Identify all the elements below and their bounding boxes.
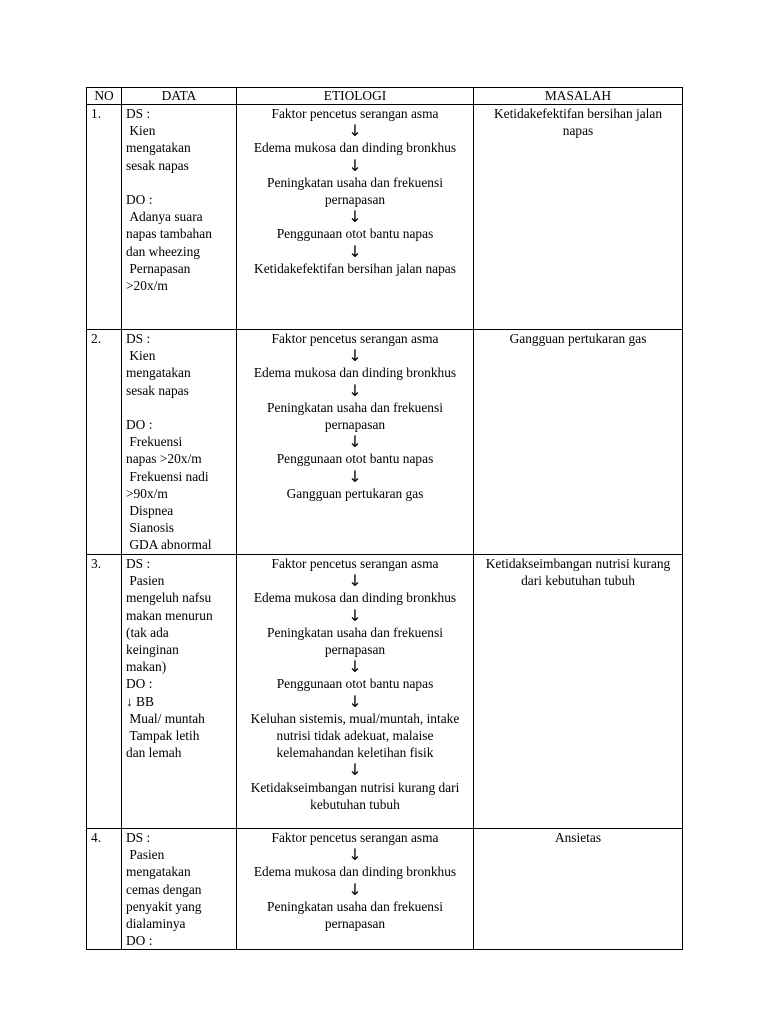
down-arrow-icon: ↓ (348, 380, 362, 400)
data-line: Tampak letih (126, 728, 200, 744)
row-number: 4. (87, 829, 122, 950)
data-line: Dispnea (126, 503, 174, 519)
data-line: mengeluh nafsu (126, 590, 212, 606)
data-line: napas >20x/m (126, 451, 202, 467)
header-no: NO (87, 88, 122, 105)
data-line: DS : (126, 830, 151, 845)
data-line: Adanya suara (126, 209, 203, 225)
down-arrow-icon: ↓ (348, 466, 362, 486)
etiologi-step: Penggunaan otot bantu napas (276, 226, 434, 242)
etiologi-step: Faktor pencetus serangan asma (271, 556, 439, 571)
data-line (126, 174, 232, 191)
down-arrow-icon: ↓ (348, 879, 362, 899)
header-data: DATA (122, 88, 237, 105)
etiologi-step: Faktor pencetus serangan asma (271, 106, 439, 121)
data-line: Frekuensi nadi (126, 468, 209, 484)
data-line: Kien (126, 348, 156, 364)
data-line: DO : (126, 676, 153, 692)
data-line: mengatakan (126, 365, 191, 381)
down-arrow-icon: ↓ (348, 605, 362, 625)
data-line: Kien (126, 123, 156, 139)
etiologi-cell (237, 555, 474, 829)
etiologi-cell (237, 105, 474, 330)
data-line: makan menurun (126, 607, 213, 623)
data-line: ↓ BB (126, 693, 154, 709)
data-line: >90x/m (126, 485, 168, 501)
etiologi-step: Edema mukosa dan dinding bronkhus (253, 140, 457, 156)
data-line: cemas dengan (126, 881, 202, 897)
etiologi-step: Edema mukosa dan dinding bronkhus (253, 590, 457, 606)
table-row (87, 330, 683, 555)
down-arrow-icon: ↓ (348, 241, 362, 261)
data-line: dan wheezing (126, 243, 200, 259)
down-arrow-icon: ↓ (348, 571, 362, 591)
down-arrow-icon: ↓ (348, 845, 362, 865)
header-masalah: MASALAH (474, 88, 683, 105)
data-line: DS : (126, 331, 151, 346)
data-line: Sianosis (126, 520, 175, 536)
down-arrow-icon: ↓ (348, 121, 362, 141)
data-line: DS : (126, 106, 151, 121)
row-number: 3. (87, 555, 122, 829)
data-line: keinginan (126, 642, 179, 658)
masalah-cell: Ansietas (474, 829, 683, 950)
etiologi-step: Peningkatan usaha dan frekuensi pernapasan (267, 399, 443, 433)
etiologi-step: Peningkatan usaha dan frekuensi pernapasan (267, 624, 443, 658)
down-arrow-icon: ↓ (348, 432, 362, 452)
data-line: Pasien (126, 847, 165, 863)
table-row (87, 555, 683, 829)
data-line: mengatakan (126, 864, 191, 880)
data-line: sesak napas (126, 382, 189, 398)
etiologi-step: Ketidakefektifan bersihan jalan napas (254, 260, 456, 276)
table-row (87, 105, 683, 330)
data-line: Pernapasan (126, 260, 191, 276)
data-line: DO : (126, 933, 153, 949)
data-line: DS : (126, 556, 151, 571)
header-etiologi: ETIOLOGI (237, 88, 474, 105)
table-row (87, 829, 683, 950)
table-header-row (87, 88, 683, 105)
etiologi-step: Peningkatan usaha dan frekuensi pernapasan (267, 174, 443, 208)
down-arrow-icon: ↓ (348, 657, 362, 677)
data-line: DO : (126, 192, 153, 207)
data-line: GDA abnormal (126, 537, 212, 553)
etiologi-step: Penggunaan otot bantu napas (276, 451, 434, 467)
down-arrow-icon: ↓ (348, 207, 362, 227)
data-line (126, 399, 232, 416)
down-arrow-icon: ↓ (348, 760, 362, 780)
data-line: DO : (126, 417, 153, 432)
data-line: dan lemah (126, 745, 182, 761)
nursing-diagnosis-table (86, 87, 683, 950)
etiologi-step: Keluhan sistemis, mual/muntah, intake nutrisi tidak adekuat, malaise kelemahandan keletihan fisik (250, 710, 460, 761)
down-arrow-icon: ↓ (348, 346, 362, 366)
row-number: 2. (87, 330, 122, 555)
data-line: Mual/ muntah (126, 710, 205, 726)
etiologi-cell (237, 829, 474, 950)
data-line: Pasien (126, 573, 165, 589)
etiologi-step: Edema mukosa dan dinding bronkhus (253, 365, 457, 381)
data-line: napas tambahan (126, 226, 212, 242)
data-line: makan) (126, 659, 167, 675)
data-line: dialaminya (126, 916, 186, 932)
etiologi-step: Faktor pencetus serangan asma (271, 830, 439, 845)
etiologi-step: Faktor pencetus serangan asma (271, 331, 439, 346)
etiologi-step: Ketidakseimbangan nutrisi kurang dari kebutuhan tubuh (250, 779, 460, 812)
etiologi-cell (237, 330, 474, 555)
etiologi-step: Gangguan pertukaran gas (286, 485, 424, 501)
data-line: mengatakan (126, 140, 191, 156)
data-line: Frekuensi (126, 434, 183, 450)
data-line: sesak napas (126, 157, 189, 173)
data-line: (tak ada (126, 624, 169, 640)
masalah-cell: Ketidakseimbangan nutrisi kurang dari kebutuhan tubuh (474, 555, 683, 829)
down-arrow-icon: ↓ (348, 155, 362, 175)
masalah-cell: Ketidakefektifan bersihan jalan napas (474, 105, 683, 330)
data-cell (122, 829, 237, 950)
etiologi-step: Penggunaan otot bantu napas (276, 676, 434, 692)
down-arrow-icon: ↓ (348, 691, 362, 711)
data-line: >20x/m (126, 278, 168, 294)
data-cell (122, 105, 237, 330)
row-number: 1. (87, 105, 122, 330)
data-cell (122, 330, 237, 555)
masalah-cell: Gangguan pertukaran gas (474, 330, 683, 555)
etiologi-step: Peningkatan usaha dan frekuensi pernapasan (267, 898, 443, 932)
data-line: penyakit yang (126, 898, 202, 914)
data-cell (122, 555, 237, 829)
etiologi-step: Edema mukosa dan dinding bronkhus (253, 864, 457, 880)
